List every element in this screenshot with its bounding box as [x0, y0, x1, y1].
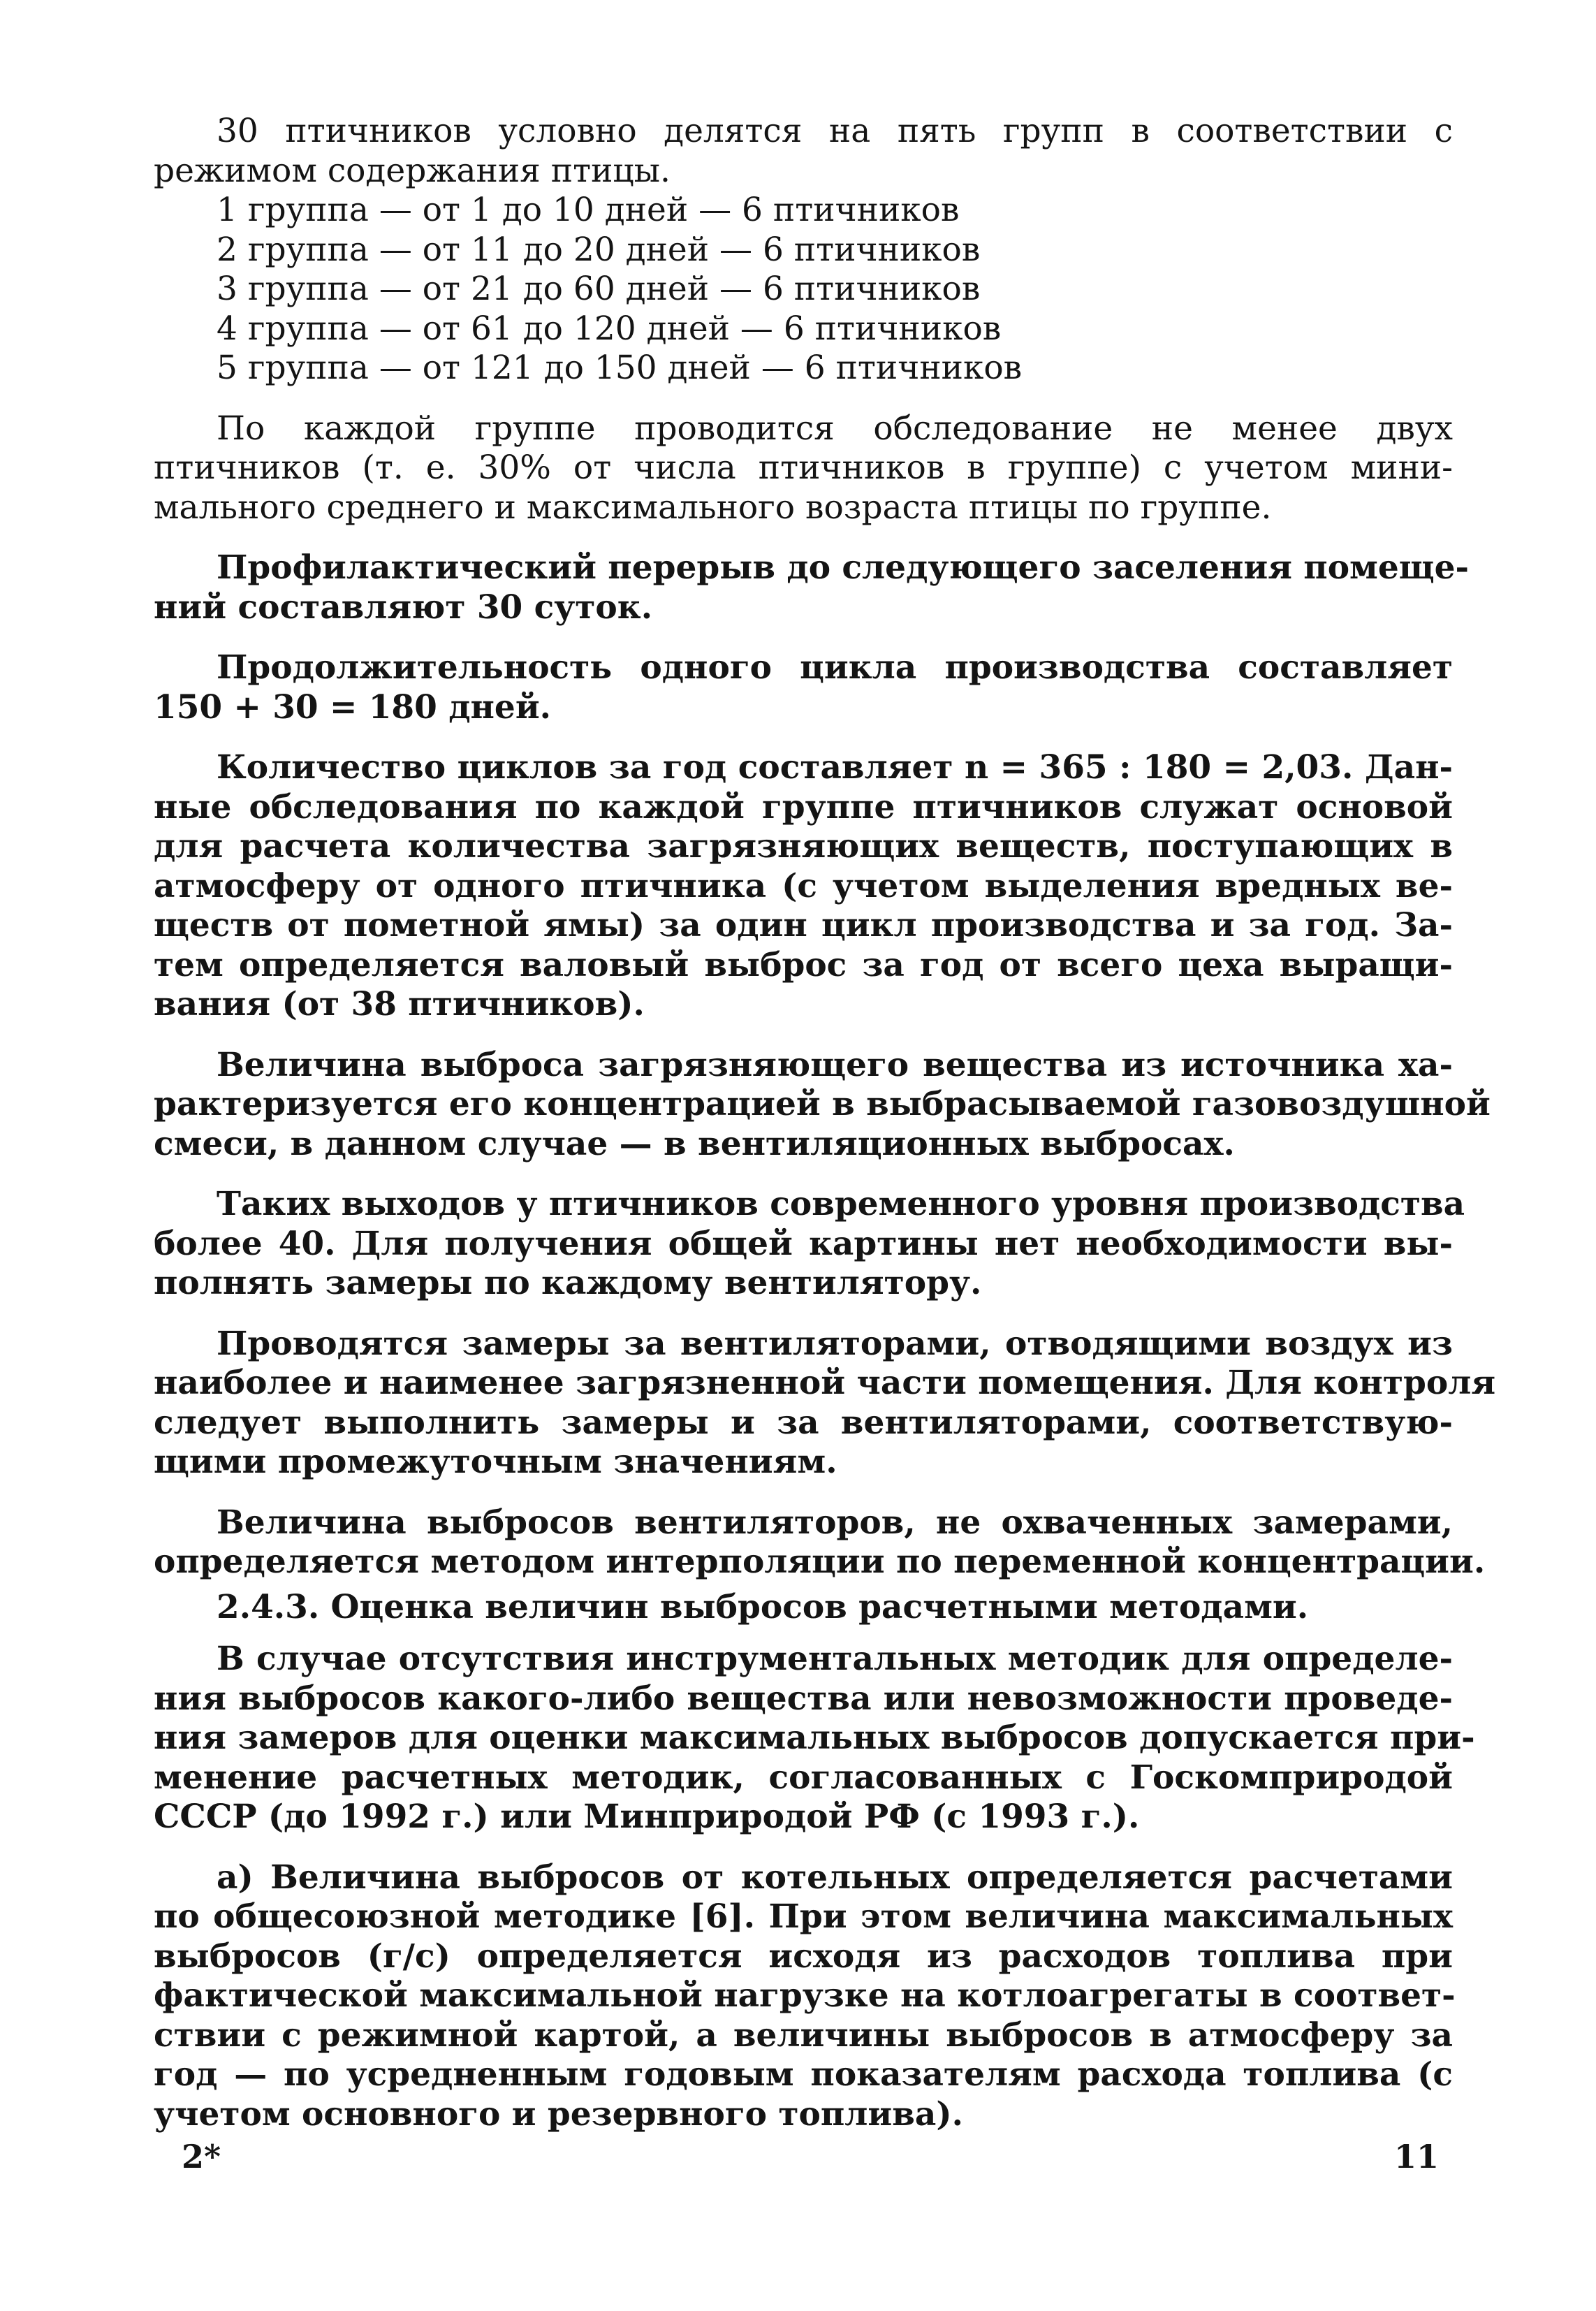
paragraph: [154, 548, 1470, 627]
text-line: 30 птичников условно делятся на пять групп в соответствии с: [217, 112, 1453, 150]
page-footer: [182, 2138, 1439, 2180]
text-line: ния замеров для оценки максимальных выбросов допускается при-: [154, 1719, 1475, 1757]
paragraph: [154, 1185, 1465, 1304]
text-line: По каждой группе проводится обследование не менее двух: [217, 409, 1453, 448]
text-line: а) Величина выбросов от котельных определяется расчетами: [217, 1858, 1453, 1897]
text-line: смеси, в данном случае — в вентиляционных выбросах.: [154, 1124, 1235, 1163]
text-line: учетом основного и резервного топлива).: [154, 2094, 963, 2134]
text-line: мального среднего и максимального возраста птицы по группе.: [154, 488, 1272, 527]
page-body: [154, 112, 1496, 2229]
list-item: 3 группа — от 21 до 60 дней — 6 птичников: [217, 270, 981, 308]
paragraph: [154, 1045, 1491, 1165]
text-line: СССР (до 1992 г.) или Минприродой РФ (с 1993 г.).: [154, 1798, 1140, 1836]
paragraph: [154, 409, 1453, 528]
paragraphs-block: [154, 409, 1496, 1582]
group-list: [154, 191, 1453, 388]
text-line: Таких выходов у птичников современного уровня производства: [217, 1185, 1465, 1223]
page-number: 11: [1393, 2138, 1439, 2175]
text-line: фактической максимальной нагрузке на котлоагрегаты в соответ-: [154, 1976, 1456, 2015]
intro-paragraph: [154, 112, 1453, 191]
text-line: Величина выбросов вентиляторов, не охваченных замерами,: [217, 1503, 1453, 1542]
text-line: щими промежуточным значениям.: [154, 1443, 837, 1481]
text-line: атмосферу от одного птичника (с учетом выделения вредных ве-: [154, 866, 1453, 905]
text-line: рактеризуется его концентрацией в выбрасываемой газовоздушной: [154, 1085, 1491, 1123]
paragraph: [154, 1503, 1486, 1582]
text-line: Проводятся замеры за вентиляторами, отводящими воздух из: [217, 1324, 1453, 1363]
text-line: 150 + 30 = 180 дней.: [154, 687, 552, 727]
text-line: ные обследования по каждой группе птичников служат основой: [154, 787, 1453, 826]
paragraph: [154, 748, 1453, 1025]
text-line: менение расчетных методик, согласованных с Госкомприродой: [154, 1758, 1453, 1797]
list-item: 1 группа — от 1 до 10 дней — 6 птичников: [217, 191, 960, 229]
text-line: определяется методом интерполяции по переменной концентрации.: [154, 1543, 1486, 1581]
text-line: Величина выброса загрязняющего вещества из источника ха-: [217, 1045, 1453, 1084]
signature-mark: 2*: [182, 2138, 221, 2175]
text-line: выбросов (г/с) определяется исходя из расходов топлива при: [154, 1937, 1453, 1976]
text-line: для расчета количества загрязняющих веществ, поступающих в: [154, 827, 1453, 866]
list-item: 2 группа — от 11 до 20 дней — 6 птичников: [217, 230, 981, 269]
text-line: следует выполнить замеры и за вентиляторами, соответствую-: [154, 1403, 1453, 1442]
section-heading: 2.4.3. Оценка величин выбросов расчетными методами.: [217, 1587, 1309, 1626]
text-line: птичников (т. е. 30% от числа птичников в группе) с учетом мини-: [154, 449, 1453, 487]
text-line: год — по усредненным годовым показателям расхода топлива (с: [154, 2055, 1453, 2094]
text-line: ния выбросов какого-либо вещества или невозможности проведе-: [154, 1679, 1453, 1718]
text-line: по общесоюзной методике [6]. При этом величина максимальных: [154, 1897, 1453, 1936]
text-line: В случае отсутствия инструментальных методик для определе-: [217, 1640, 1453, 1678]
text-line: более 40. Для получения общей картины нет необходимости вы-: [154, 1224, 1453, 1263]
text-line: тем определяется валовый выброс за год от всего цеха выращи-: [154, 945, 1453, 984]
text-line: ществ от пометной ямы) за один цикл производства и за год. За-: [154, 906, 1453, 945]
list-item: 4 группа — от 61 до 120 дней — 6 птичников: [217, 309, 1002, 348]
text-line: вания (от 38 птичников).: [154, 985, 645, 1023]
text-line: Профилактический перерыв до следующего заселения помеще-: [217, 548, 1470, 587]
paragraph: [154, 1858, 1456, 2135]
paragraphs-after-block: [154, 1640, 1475, 2134]
paragraph: [154, 648, 1453, 727]
paragraph: [154, 1324, 1496, 1482]
text-line: наиболее и наименее загрязненной части помещения. Для контроля: [154, 1364, 1496, 1402]
paragraph: [154, 1640, 1475, 1837]
text-line: Количество циклов за год составляет n = 365 : 180 = 2,03. Дан-: [217, 748, 1453, 787]
text-line: ствии с режимной картой, а величины выбросов в атмосферу за: [154, 2015, 1453, 2055]
text-line: полнять замеры по каждому вентилятору.: [154, 1264, 982, 1302]
text-line: Продолжительность одного цикла производства составляет: [217, 648, 1453, 687]
list-item: 5 группа — от 121 до 150 дней — 6 птичников: [217, 349, 1023, 387]
text-line: ний составляют 30 суток.: [154, 588, 653, 627]
text-line: режимом содержания птицы.: [154, 151, 671, 190]
